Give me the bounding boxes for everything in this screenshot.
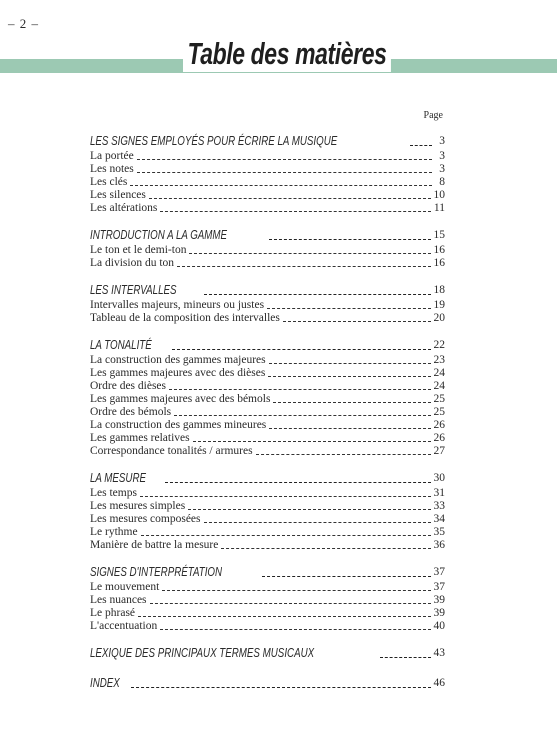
toc-entry-label: Les nuances — [90, 594, 147, 606]
toc-entry — [90, 500, 445, 513]
toc-entry-page: 31 — [433, 487, 445, 499]
toc-entry-label: Manière de battre la mesure — [90, 539, 219, 551]
toc-entry-page: 8 — [439, 176, 445, 188]
toc-entry-label: Les mesures composées — [90, 513, 201, 525]
toc-entry-page: 20 — [433, 312, 445, 324]
dot-leader — [204, 294, 431, 295]
toc-entry-page: 11 — [433, 202, 445, 214]
dot-leader — [160, 211, 431, 212]
section-heading — [90, 645, 445, 661]
toc-entry-label: Les gammes relatives — [90, 432, 190, 444]
dot-leader — [204, 522, 431, 523]
section-heading — [90, 337, 445, 353]
toc-entry-label: La portée — [90, 150, 134, 162]
toc-entry-label: Le rythme — [90, 526, 138, 538]
toc-entry-page: 24 — [433, 367, 445, 379]
toc-entry-page: 39 — [433, 607, 445, 619]
toc-entry-label: Le phrasé — [90, 607, 136, 619]
section-heading-page: 18 — [433, 284, 445, 296]
toc-entry — [90, 354, 445, 367]
section-heading-label: SIGNES D'INTERPRÉTATION — [90, 565, 223, 579]
toc-entry — [90, 620, 445, 633]
section-heading — [90, 227, 445, 243]
dot-leader — [160, 629, 430, 630]
dot-leader — [169, 389, 430, 390]
toc-entry-page: 25 — [433, 393, 445, 405]
toc-entry — [90, 202, 445, 215]
dot-leader — [137, 172, 432, 173]
toc-entry — [90, 607, 445, 620]
toc-entry — [90, 176, 445, 189]
toc-section — [90, 564, 445, 633]
toc-entry-page: 23 — [433, 354, 445, 366]
toc-entry-label: Les gammes majeures avec des dièses — [90, 367, 266, 379]
toc-entry — [90, 419, 445, 432]
toc-entry — [90, 432, 445, 445]
toc-entry — [90, 445, 445, 458]
toc-entry-page: 36 — [433, 539, 445, 551]
section-heading-label: LES INTERVALLES — [90, 283, 177, 297]
toc-entry-label: Les mesures simples — [90, 500, 186, 512]
toc-section — [90, 227, 445, 270]
toc-entry — [90, 163, 445, 176]
section-heading — [90, 564, 445, 580]
dot-leader — [193, 441, 431, 442]
dot-leader — [269, 363, 431, 364]
toc-entry — [90, 539, 445, 552]
dot-leader — [162, 590, 430, 591]
toc-entry-page: 19 — [433, 299, 445, 311]
section-heading-label: INTRODUCTION A LA GAMME — [90, 228, 228, 242]
toc-entry-label: La construction des gammes mineures — [90, 419, 267, 431]
toc-entry-page: 34 — [433, 513, 445, 525]
dot-leader — [269, 239, 431, 240]
toc-entry-page: 10 — [433, 189, 445, 201]
toc-entry-page: 35 — [433, 526, 445, 538]
dot-leader — [188, 509, 430, 510]
section-heading-page: 22 — [433, 339, 445, 351]
toc-entry-label: Le mouvement — [90, 581, 160, 593]
section-heading — [90, 282, 445, 298]
section-heading-label: LEXIQUE DES PRINCIPAUX TERMES MUSICAUX — [90, 646, 315, 660]
dot-leader — [380, 657, 430, 658]
dot-leader — [165, 482, 431, 483]
dot-leader — [174, 415, 430, 416]
toc-entry-label: Les gammes majeures avec des bémols — [90, 393, 271, 405]
toc-entry-page: 26 — [433, 432, 445, 444]
dot-leader — [172, 349, 430, 350]
page-number: – 2 – — [8, 16, 39, 31]
dot-leader — [141, 535, 431, 536]
toc-entry-label: Le ton et le demi-ton — [90, 244, 187, 256]
toc-section — [90, 470, 445, 552]
toc-entry — [90, 487, 445, 500]
toc-entry-label: Correspondance tonalités / armures — [90, 445, 253, 457]
toc-entry — [90, 526, 445, 539]
toc-entry — [90, 189, 445, 202]
toc-entry-page: 40 — [433, 620, 445, 632]
dot-leader — [137, 159, 432, 160]
toc-entry-label: Les notes — [90, 163, 134, 175]
dot-leader — [140, 496, 431, 497]
dot-leader — [268, 376, 430, 377]
dot-leader — [256, 454, 431, 455]
dot-leader — [221, 548, 430, 549]
section-heading-label: LES SIGNES EMPLOYÉS POUR ÉCRIRE LA MUSIQUE — [90, 134, 338, 148]
section-heading-page: 30 — [433, 472, 445, 484]
toc-entry-page: 24 — [433, 380, 445, 392]
toc-entry — [90, 393, 445, 406]
toc-entry — [90, 380, 445, 393]
toc-section — [90, 133, 445, 215]
section-heading — [90, 133, 445, 149]
dot-leader — [267, 308, 430, 309]
section-heading-page: 46 — [433, 677, 445, 689]
toc-entry — [90, 299, 445, 312]
toc-entry — [90, 257, 445, 270]
section-heading — [90, 470, 445, 486]
toc-entry-label: La division du ton — [90, 257, 175, 269]
toc-entry-label: L'accentuation — [90, 620, 158, 632]
section-heading-label: INDEX — [90, 676, 120, 690]
toc-entry-label: Les altérations — [90, 202, 158, 214]
dot-leader — [150, 603, 431, 604]
toc-entry-label: La construction des gammes majeures — [90, 354, 266, 366]
dot-leader — [269, 428, 430, 429]
dot-leader — [149, 198, 431, 199]
toc-entry — [90, 406, 445, 419]
toc-entry — [90, 367, 445, 380]
toc-section — [90, 337, 445, 458]
toc-entry — [90, 244, 445, 257]
section-heading-label: LA TONALITÉ — [90, 338, 152, 352]
toc-entry-label: Ordre des dièses — [90, 380, 167, 392]
table-of-contents — [90, 133, 445, 692]
dot-leader — [189, 253, 430, 254]
toc-entry-page: 16 — [433, 244, 445, 256]
section-heading-page: 15 — [433, 229, 445, 241]
toc-entry-label: Tableau de la composition des intervalles — [90, 312, 280, 324]
toc-entry — [90, 312, 445, 325]
dot-leader — [273, 402, 430, 403]
toc-entry-label: Les clés — [90, 176, 128, 188]
toc-entry-page: 3 — [439, 163, 445, 175]
toc-entry-page: 33 — [433, 500, 445, 512]
dot-leader — [177, 266, 430, 267]
toc-entry-label: Les silences — [90, 189, 146, 201]
section-heading-page: 37 — [433, 566, 445, 578]
toc-entry-page: 26 — [433, 419, 445, 431]
page-title: Table des matières — [183, 36, 391, 72]
section-heading-page: 43 — [433, 647, 445, 659]
dot-leader — [262, 576, 430, 577]
toc-entry — [90, 594, 445, 607]
dot-leader — [138, 616, 430, 617]
dot-leader — [283, 321, 431, 322]
toc-entry-page: 27 — [433, 445, 445, 457]
toc-entry — [90, 513, 445, 526]
page-column-label: Page — [423, 110, 443, 121]
toc-entry-page: 3 — [439, 150, 445, 162]
dot-leader — [410, 145, 432, 146]
toc-section — [90, 282, 445, 325]
toc-entry-page: 39 — [433, 594, 445, 606]
dot-leader — [130, 185, 432, 186]
section-heading — [90, 675, 445, 691]
toc-entry-page: 37 — [433, 581, 445, 593]
toc-entry-page: 16 — [433, 257, 445, 269]
section-heading-label: LA MESURE — [90, 471, 146, 485]
toc-entry-page: 25 — [433, 406, 445, 418]
toc-entry-label: Intervalles majeurs, mineurs ou justes — [90, 299, 265, 311]
toc-entry — [90, 581, 445, 594]
toc-entry-label: Ordre des bémols — [90, 406, 172, 418]
dot-leader — [131, 687, 430, 688]
section-heading-page: 3 — [439, 135, 445, 147]
toc-entry-label: Les temps — [90, 487, 137, 499]
toc-entry — [90, 150, 445, 163]
